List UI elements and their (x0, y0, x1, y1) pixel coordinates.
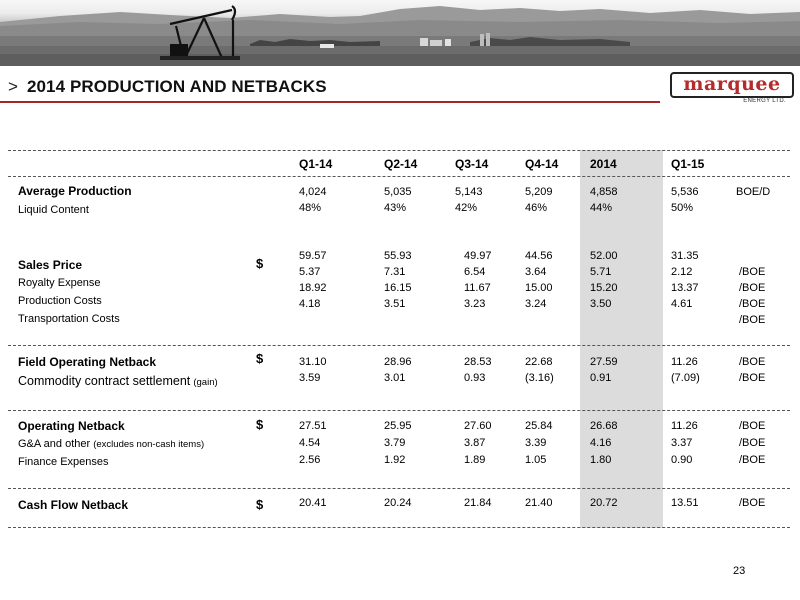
row-label-operating-netback: Operating Netback (18, 419, 125, 433)
table-cell: 3.51 (384, 298, 406, 310)
table-cell: 25.95 (384, 420, 412, 432)
table-cell: 4.16 (590, 437, 612, 449)
row-label-field-operating-netback: Field Operating Netback (18, 355, 157, 369)
row-label-note: (excludes non-cash items) (93, 439, 205, 450)
currency-symbol: $ (256, 256, 264, 271)
row-label-finance-expenses: Finance Expenses (18, 456, 109, 468)
table-cell: 49.97 (464, 250, 492, 262)
table-cell: 20.41 (299, 497, 327, 509)
table-cell: 27.60 (464, 420, 492, 432)
unit-label: /BOE (739, 282, 766, 294)
table-cell: 3.23 (464, 298, 486, 310)
table-cell: 5,536 (671, 186, 699, 198)
unit-label: /BOE (739, 314, 766, 326)
table-cell: 4.18 (299, 298, 321, 310)
table-cell: 43% (384, 202, 407, 214)
row-label-sales-price: Sales Price (18, 258, 83, 272)
table-cell: 1.80 (590, 454, 612, 466)
table-cell: 6.54 (464, 266, 486, 278)
table-cell: 15.20 (590, 282, 618, 294)
table-rule (8, 527, 790, 528)
table-cell: 50% (671, 202, 694, 214)
column-header: 2014 (590, 157, 617, 171)
unit-label: /BOE (739, 372, 766, 384)
table-cell: 5,209 (525, 186, 553, 198)
logo-wordmark: marquee (683, 73, 781, 95)
row-label-production-costs: Production Costs (18, 295, 102, 307)
table-cell: 13.37 (671, 282, 699, 294)
table-rule (8, 176, 790, 177)
table-cell: 1.89 (464, 454, 486, 466)
table-cell: 2.56 (299, 454, 321, 466)
unit-label: /BOE (739, 298, 766, 310)
table-cell: 3.59 (299, 372, 321, 384)
logo-subtitle: ENERGY LTD. (743, 98, 786, 104)
table-cell: 28.53 (464, 356, 492, 368)
table-cell: 1.92 (384, 454, 406, 466)
currency-symbol: $ (256, 351, 264, 366)
table-cell: (7.09) (671, 372, 700, 384)
table-cell: 26.68 (590, 420, 618, 432)
table-cell: 31.35 (671, 250, 699, 262)
row-label-note: (gain) (193, 377, 218, 388)
table-cell: 5,035 (384, 186, 412, 198)
table-cell: 4.61 (671, 298, 693, 310)
table-cell: 46% (525, 202, 548, 214)
table-cell: 3.01 (384, 372, 406, 384)
unit-label: /BOE (739, 437, 766, 449)
unit-label: /BOE (739, 356, 766, 368)
unit-label: /BOE (739, 497, 766, 509)
table-cell: 22.68 (525, 356, 553, 368)
table-cell: 20.24 (384, 497, 412, 509)
unit-label: BOE/D (736, 186, 771, 198)
row-label-cash-flow-netback: Cash Flow Netback (18, 498, 129, 512)
table-cell: 11.67 (464, 282, 491, 294)
table-cell: 27.59 (590, 356, 618, 368)
table-cell: 25.84 (525, 420, 553, 432)
table-cell: 3.39 (525, 437, 547, 449)
row-label-commodity-contract-settlement (18, 374, 218, 390)
table-cell: 20.72 (590, 497, 618, 509)
table-cell: 3.37 (671, 437, 693, 449)
unit-label: /BOE (739, 420, 766, 432)
table-rule (8, 488, 790, 489)
row-label-average-production: Average Production (18, 184, 132, 198)
column-header: Q4-14 (525, 157, 559, 171)
table-cell: 7.31 (384, 266, 406, 278)
table-cell: 21.40 (525, 497, 553, 509)
table-rule (8, 345, 790, 346)
table-cell: 4,858 (590, 186, 618, 198)
table-cell: 59.57 (299, 250, 327, 262)
table-cell: 5.37 (299, 266, 321, 278)
currency-symbol: $ (256, 417, 264, 432)
table-cell: 42% (455, 202, 478, 214)
table-cell: 3.50 (590, 298, 612, 310)
table-cell: 11.26 (671, 356, 698, 368)
table-cell: 27.51 (299, 420, 327, 432)
table-cell: 11.26 (671, 420, 698, 432)
table-cell: 0.90 (671, 454, 693, 466)
table-cell: 13.51 (671, 497, 699, 509)
title-chevron-icon: > (8, 77, 18, 96)
row-label-transportation-costs: Transportation Costs (18, 313, 120, 325)
table-cell: 16.15 (384, 282, 412, 294)
column-header: Q1-14 (299, 157, 333, 171)
table-cell: 3.79 (384, 437, 406, 449)
table-cell: 3.87 (464, 437, 486, 449)
currency-symbol: $ (256, 497, 264, 512)
table-cell: 5,143 (455, 186, 483, 198)
row-label-text: Commodity contract settlement (18, 374, 191, 388)
table-cell: 1.05 (525, 454, 547, 466)
column-header: Q1-15 (671, 157, 705, 171)
table-cell: 28.96 (384, 356, 412, 368)
table-cell: 48% (299, 202, 322, 214)
page-title: 2014 PRODUCTION AND NETBACKS (26, 77, 327, 96)
table-cell: 0.91 (590, 372, 612, 384)
table-cell: 18.92 (299, 282, 327, 294)
unit-label: /BOE (739, 266, 766, 278)
table-rule (8, 150, 790, 151)
row-label-ga-and-other (18, 437, 204, 452)
table-cell: 52.00 (590, 250, 618, 262)
row-label-text: G&A and other (18, 438, 91, 450)
table-cell: 21.84 (464, 497, 492, 509)
table-cell: 2.12 (671, 266, 693, 278)
table-cell: 4,024 (299, 186, 327, 198)
table-cell: 31.10 (299, 356, 327, 368)
column-header: Q2-14 (384, 157, 418, 171)
column-header: Q3-14 (455, 157, 489, 171)
table-cell: 5.71 (590, 266, 612, 278)
page-number: 23 (733, 565, 746, 577)
table-rule (8, 410, 790, 411)
table-cell: 3.64 (525, 266, 547, 278)
unit-label: /BOE (739, 454, 766, 466)
row-label-royalty-expense: Royalty Expense (18, 277, 101, 289)
table-cell: (3.16) (525, 372, 554, 384)
table-cell: 44.56 (525, 250, 553, 262)
table-cell: 44% (590, 202, 613, 214)
table-cell: 3.24 (525, 298, 547, 310)
table-cell: 55.93 (384, 250, 412, 262)
table-cell: 4.54 (299, 437, 321, 449)
table-cell: 0.93 (464, 372, 486, 384)
table-cell: 15.00 (525, 282, 553, 294)
row-label-liquid-content: Liquid Content (18, 204, 89, 216)
